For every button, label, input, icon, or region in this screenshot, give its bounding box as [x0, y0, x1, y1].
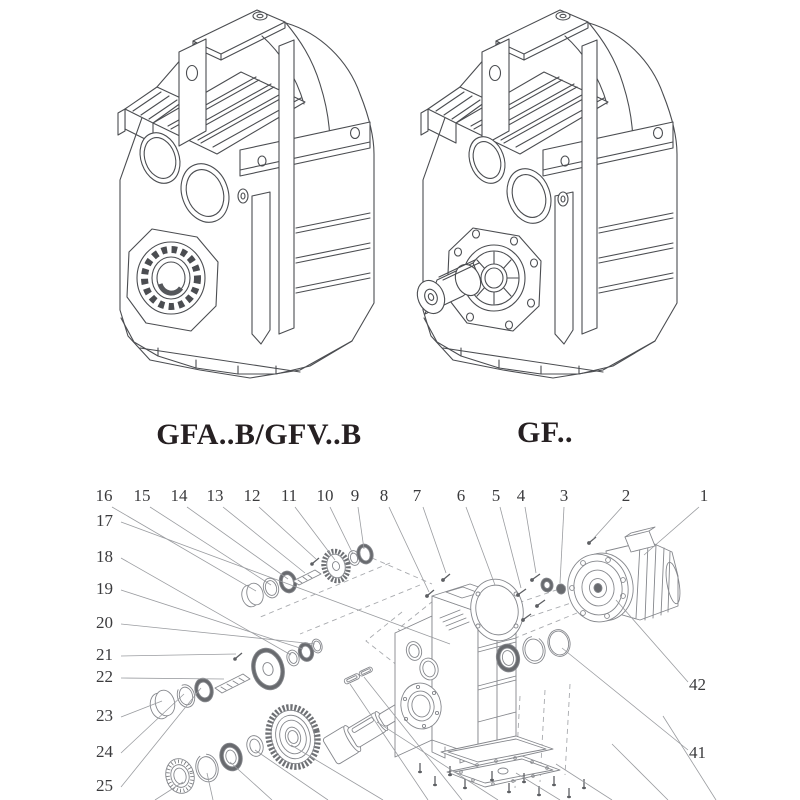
gearbox-left-drawing: [118, 10, 374, 378]
leader-stub-3: [230, 762, 272, 800]
callout-5: 5: [491, 486, 501, 505]
left-model-label: GFA..B/GFV..B: [156, 418, 362, 451]
leader-line-6: [466, 507, 495, 585]
key: [343, 673, 360, 685]
callout-8: 8: [379, 486, 389, 505]
callout-24: 24: [96, 742, 113, 761]
leader-stub-2: [207, 773, 213, 800]
gearbox-right-drawing: [413, 10, 677, 378]
callout-10: 10: [316, 486, 334, 505]
intermediate-shaft-assembly: [147, 638, 323, 721]
callout-12: 12: [243, 486, 261, 505]
filler-plug: [556, 12, 570, 20]
leader-line-5: [500, 507, 521, 588]
callout-7: 7: [412, 486, 422, 505]
callout-2: 2: [621, 486, 631, 505]
leader-line-13: [223, 507, 305, 573]
shaft-nut: [556, 583, 567, 595]
callout-15: 15: [133, 486, 151, 505]
leader-line-15: [150, 507, 271, 585]
leader-line-9: [358, 507, 364, 549]
leader-line-22: [121, 678, 224, 679]
leader-stub-11: [612, 744, 668, 800]
leader-line-10: [330, 507, 353, 554]
exploded-view: [147, 527, 682, 798]
callout-9: 9: [350, 486, 360, 505]
leader-line-1: [644, 507, 699, 555]
leader-line-41: [562, 648, 688, 750]
callout-3: 3: [559, 486, 569, 505]
callout-22: 22: [96, 667, 113, 686]
leader-line-17: [121, 522, 450, 644]
motor: [563, 527, 683, 627]
pinion-shaft: [215, 674, 250, 693]
snap-ring: [175, 683, 197, 710]
callout-4: 4: [516, 486, 526, 505]
filler-plug: [253, 12, 267, 20]
callout-16: 16: [95, 486, 113, 505]
leader-line-11: [295, 507, 335, 560]
callout-21: 21: [96, 645, 113, 664]
leader-line-12: [259, 507, 316, 559]
callout-20: 20: [96, 613, 113, 632]
callout-11: 11: [280, 486, 298, 505]
leader-line-14: [187, 507, 288, 579]
leader-line-18: [121, 558, 291, 655]
callout-23: 23: [96, 706, 113, 725]
key: [358, 666, 373, 676]
leader-line-16: [112, 507, 256, 591]
leader-line-3: [560, 507, 564, 583]
callout-41: 41: [689, 743, 706, 762]
leader-line-21: [121, 654, 236, 656]
input-shaft-assembly: [239, 542, 375, 608]
callout-25: 25: [96, 776, 113, 795]
callout-17: 17: [96, 511, 113, 530]
pinion-shaft: [293, 570, 321, 585]
callout-6: 6: [456, 486, 466, 505]
callout-42: 42: [689, 675, 706, 694]
callout-1: 1: [699, 486, 709, 505]
leader-line-8: [389, 507, 429, 592]
leader-stub-10: [556, 764, 612, 800]
leader-line-2: [593, 507, 622, 539]
callout-19: 19: [96, 579, 113, 598]
leader-line-20: [121, 624, 315, 644]
leader-line-4: [525, 507, 536, 573]
callout-14: 14: [170, 486, 188, 505]
leader-line-7: [423, 507, 446, 573]
callout-18: 18: [96, 547, 113, 566]
callout-13: 13: [206, 486, 224, 505]
pointed-strap: [252, 192, 270, 344]
right-model-label: GF..: [517, 416, 573, 449]
